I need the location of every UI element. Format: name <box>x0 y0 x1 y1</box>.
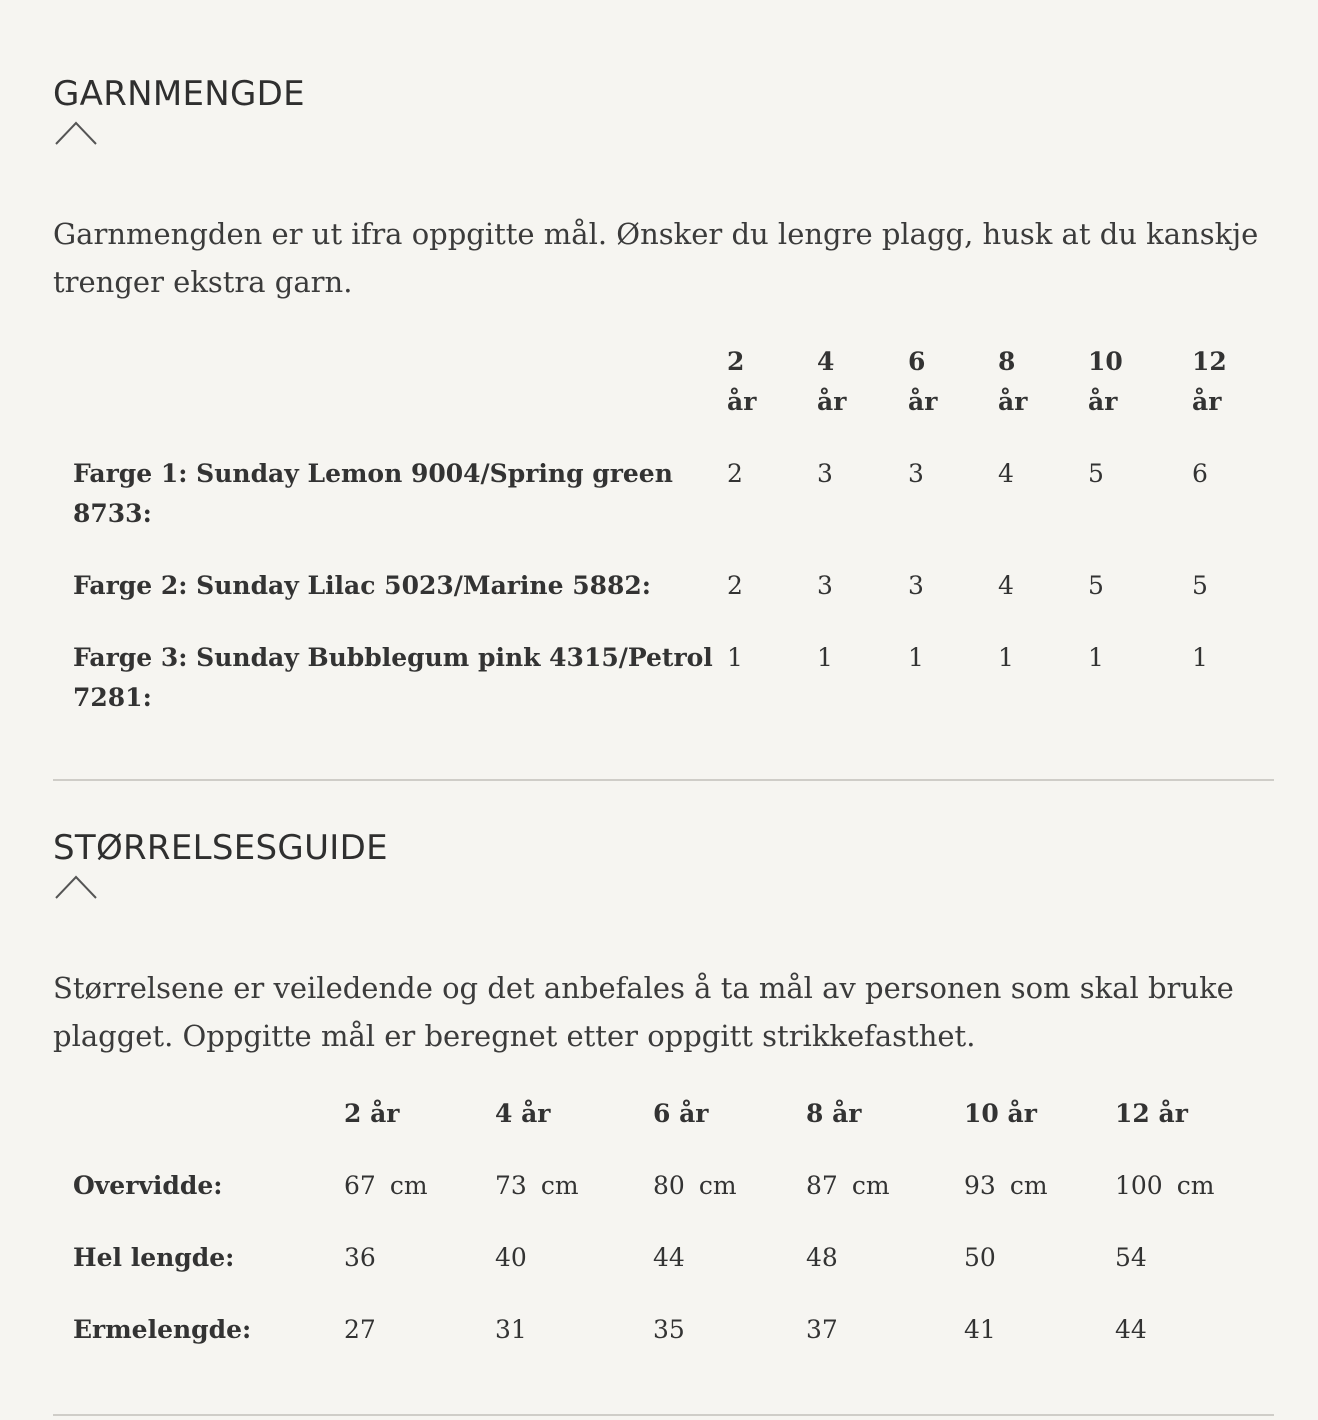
size-header-cell: 8 år <box>806 1099 862 1128</box>
size-intro: Størrelsene er veiledende og det anbefales å ta mål av personen som skal bruke plagget. Oppgitte mål er beregnet etter oppgitt strikkefasthet. <box>53 971 1234 1053</box>
size-header-row <box>53 1094 1274 1166</box>
section-divider <box>53 779 1274 781</box>
yarn-heading: GARNMENGDE <box>53 74 305 114</box>
yarn-header-cell: 12 år <box>1192 347 1227 416</box>
size-cell: 27 <box>344 1315 376 1344</box>
size-header-cell: 4 år <box>495 1099 551 1128</box>
yarn-cell: 5 <box>1088 459 1104 488</box>
size-section <box>53 828 1274 1378</box>
size-cell: 41 <box>964 1315 996 1344</box>
yarn-cell: 1 <box>817 643 833 672</box>
size-cell: 44 <box>653 1243 685 1272</box>
size-cell: 67 cm <box>344 1171 428 1200</box>
yarn-row <box>53 638 1274 718</box>
yarn-cell: 6 <box>1192 459 1208 488</box>
size-header-cell: 2 år <box>344 1099 400 1128</box>
yarn-cell: 5 <box>1192 571 1208 600</box>
size-row <box>53 1310 1274 1382</box>
size-cell: 44 <box>1115 1315 1147 1344</box>
size-cell: 36 <box>344 1243 376 1272</box>
yarn-cell: 5 <box>1088 571 1104 600</box>
yarn-cell: 3 <box>817 571 833 600</box>
yarn-header-cell: 8 år <box>998 347 1028 416</box>
size-cell: 48 <box>806 1243 838 1272</box>
size-row-label: Overvidde: <box>73 1171 223 1200</box>
yarn-header-cell: 10 år <box>1088 347 1123 416</box>
yarn-header-cell: 2 år <box>727 347 757 416</box>
yarn-cell: 2 <box>727 571 743 600</box>
size-heading: STØRRELSESGUIDE <box>53 828 388 868</box>
size-row <box>53 1166 1274 1238</box>
yarn-row-label: Farge 2: Sunday Lilac 5023/Marine 5882: <box>73 571 652 600</box>
size-row <box>53 1238 1274 1310</box>
size-header-cell: 10 år <box>964 1099 1037 1128</box>
size-header-cell: 6 år <box>653 1099 709 1128</box>
yarn-row <box>53 454 1274 566</box>
size-row-label: Ermelengde: <box>73 1315 252 1344</box>
size-header-empty <box>53 1094 344 1166</box>
yarn-cell: 1 <box>1088 643 1104 672</box>
size-cell: 54 <box>1115 1243 1147 1272</box>
size-cell: 100 cm <box>1115 1171 1215 1200</box>
size-table <box>53 1094 1274 1382</box>
size-header-cell: 12 år <box>1115 1099 1188 1128</box>
yarn-cell: 3 <box>908 571 924 600</box>
size-cell: 40 <box>495 1243 527 1272</box>
size-row-label: Hel lengde: <box>73 1243 235 1272</box>
size-cell: 80 cm <box>653 1171 737 1200</box>
size-cell: 50 <box>964 1243 996 1272</box>
yarn-cell: 1 <box>727 643 743 672</box>
yarn-cell: 4 <box>998 459 1014 488</box>
yarn-header-row <box>53 342 1274 422</box>
yarn-table <box>53 342 1274 718</box>
size-cell: 31 <box>495 1315 527 1344</box>
section-divider <box>53 1414 1274 1416</box>
size-cell: 87 cm <box>806 1171 890 1200</box>
yarn-cell: 1 <box>1192 643 1208 672</box>
yarn-header-cell: 6 år <box>908 347 938 416</box>
yarn-cell: 3 <box>908 459 924 488</box>
yarn-cell: 3 <box>817 459 833 488</box>
yarn-row-label: Farge 3: Sunday Bubblegum pink 4315/Petrol 7281: <box>73 643 713 712</box>
yarn-row-label: Farge 1: Sunday Lemon 9004/Spring green 8733: <box>73 459 673 528</box>
chevron-up-icon[interactable] <box>53 118 99 148</box>
yarn-cell: 2 <box>727 459 743 488</box>
yarn-section <box>53 74 1274 734</box>
yarn-header-cell: 4 år <box>817 347 847 416</box>
yarn-header-empty <box>53 342 727 422</box>
chevron-up-icon[interactable] <box>53 872 99 902</box>
size-cell: 93 cm <box>964 1171 1048 1200</box>
yarn-row <box>53 566 1274 638</box>
yarn-cell: 4 <box>998 571 1014 600</box>
size-cell: 37 <box>806 1315 838 1344</box>
yarn-cell: 1 <box>998 643 1014 672</box>
yarn-cell: 1 <box>908 643 924 672</box>
yarn-intro: Garnmengden er ut ifra oppgitte mål. Ønsker du lengre plagg, husk at du kanskje trenger ekstra garn. <box>53 217 1259 299</box>
size-cell: 73 cm <box>495 1171 579 1200</box>
size-cell: 35 <box>653 1315 685 1344</box>
